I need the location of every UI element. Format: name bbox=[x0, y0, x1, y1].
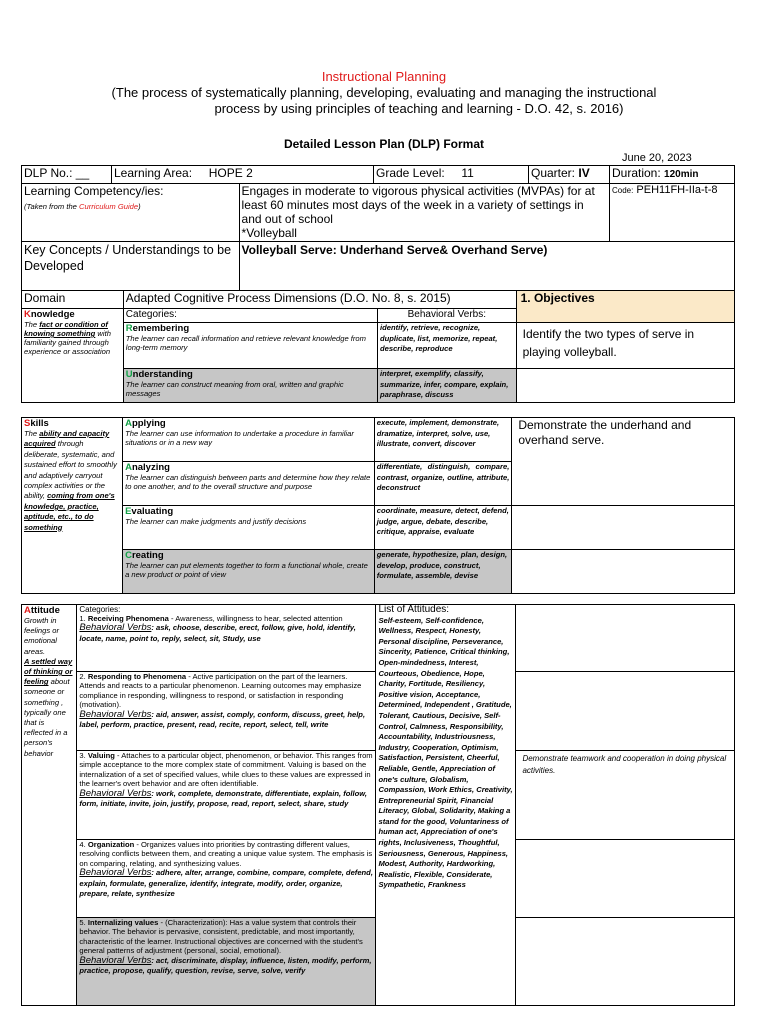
skills-desc: The ability and capacity acquired through deliberate, systematic, and sustained effort to smoothly and adaptively carryout complex activities or the ability, coming from one's knowledge, practice, aptitude, etc., to do something bbox=[24, 429, 117, 532]
duration-label: Duration: bbox=[612, 166, 661, 180]
attitude-domain-cell bbox=[22, 605, 77, 1006]
level-1-verbs: Behavioral Verbs: ask, choose, describe, erect, follow, give, hold, identify, locate, name, point to, reply, select, sit, Study, use bbox=[79, 622, 356, 643]
attitude-level-2 bbox=[77, 672, 376, 751]
skills-title: Skills bbox=[24, 418, 49, 429]
understanding-desc: The learner can construct meaning from oral, written and graphic messages bbox=[125, 380, 344, 398]
code-value: PEH11FH-IIa-t-8 bbox=[636, 184, 718, 196]
quarter-label: Quarter: bbox=[531, 166, 576, 180]
evaluating-desc: The learner can make judgments and justify decisions bbox=[125, 517, 307, 526]
evaluating-objective bbox=[512, 506, 735, 550]
remembering-cell bbox=[123, 323, 377, 369]
creating-verbs: generate, hypothesize, plan, design, develop, produce, construct, formulate, assemble, devise bbox=[374, 550, 512, 594]
learning-area-value: HOPE 2 bbox=[208, 166, 253, 180]
attitude-level-4 bbox=[77, 840, 376, 918]
applying-title: Applying bbox=[125, 418, 166, 429]
applying-cell bbox=[123, 418, 375, 462]
attitude-objective-5 bbox=[516, 918, 735, 1006]
knowledge-desc: The fact or condition of knowing something with familiarity gained through experience or association bbox=[24, 320, 111, 356]
key-concepts-label: Key Concepts / Understandings to be Developed bbox=[22, 242, 240, 291]
attitude-list-cell bbox=[376, 605, 516, 1006]
analyzing-cell bbox=[123, 462, 375, 506]
code-cell bbox=[610, 184, 735, 242]
quarter-value: IV bbox=[578, 166, 590, 180]
competency-cell bbox=[239, 184, 609, 242]
quarter-cell bbox=[529, 166, 610, 184]
duration-cell bbox=[610, 166, 735, 184]
evaluating-title: Evaluating bbox=[125, 506, 174, 517]
page-title: Instructional Planning bbox=[321, 69, 447, 84]
acpd-label: Adapted Cognitive Process Dimensions (D.O. No. 8, s. 2015) bbox=[123, 291, 516, 309]
attitude-list-label: List of Attitudes: bbox=[378, 604, 450, 615]
applying-desc: The learner can use information to undertake a procedure in familiar situations or in a new way bbox=[125, 429, 354, 447]
knowledge-domain-cell bbox=[22, 309, 124, 403]
format-title: Detailed Lesson Plan (DLP) Format bbox=[283, 137, 485, 151]
dlp-no-cell bbox=[22, 166, 112, 184]
remembering-objective: Identify the two types of serve in playing volleyball. bbox=[516, 323, 734, 369]
level-4-desc: 4. Organization - Organizes values into priorities by contrasting different values, resolving conflicts between them, and creating a unique value system. The emphasis is on comparing, relating, and synthesizing values. bbox=[79, 840, 373, 868]
level-5-desc: 5. Internalizing values - (Characterization): Has a value system that controls their behavior. The behavior is pervasive, consistent, predictable, and most importantly, characteristic of the learner. Instructional objectives are concerned with the student's general patterns of adjustment (personal, social, emotional). bbox=[79, 918, 363, 956]
understanding-objective bbox=[516, 369, 734, 403]
applying-verbs: execute, implement, demonstrate, dramatize, interpret, solve, use, illustrate, convert, discover bbox=[374, 418, 512, 462]
attitude-list: Self-esteem, Self-confidence, Wellness, Respect, Honesty, Personal discipline, Perseverance, Sincerity, Patience, Critical thinking, Open-mindedness, Interest, Courteous, Obedience, Hope, Charity, Fortitude, Resiliency, Positive vision, Acceptance, Determined, Independent , Gratitude, Tolerant, Cautious, Decisive, Self-Control, Calmness, Responsibility, Accountability, Industriousness, Industry, Cooperation, Optimism, Satisfaction, Persistent, Cheerful, Reliable, Gentle, Appreciation of one's culture, Globalism, Compassion, Work Ethics, Creativity, Entrepreneurial Spirit, Financial Literacy, Global, Solidarity, Making a stand for the good, Voluntariness of human act, Appreciation of one's rights, Inclusiveness, Thoughtful, Seriousness, Generous, Happiness, Modest, Authority, Hardworking, Realistic, Flexible, Considerate, Sympathetic, Frankness bbox=[378, 615, 513, 890]
learning-area-label: Learning Area: bbox=[114, 166, 193, 180]
attitude-categories-label: Categories: bbox=[79, 605, 121, 614]
curriculum-guide-link: Curriculum Guide bbox=[79, 202, 139, 211]
remembering-desc: The learner can recall information and retrieve relevant knowledge from long-term memory bbox=[125, 334, 366, 352]
understanding-verbs: interpret, exemplify, classify, summarize, infer, compare, explain, paraphrase, discuss bbox=[378, 369, 517, 403]
understanding-cell bbox=[123, 369, 377, 403]
analyzing-verbs: differentiate, distinguish, compare, contrast, organize, outline, attribute, deconstruct bbox=[374, 462, 512, 506]
attitude-objective-1 bbox=[516, 605, 735, 672]
evaluating-cell bbox=[123, 506, 375, 550]
key-concepts-value: Volleyball Serve: Underhand Serve& Overhand Serve) bbox=[239, 242, 734, 291]
level-5-verbs: Behavioral Verbs: act, discriminate, display, influence, listen, modify, perform, practice, propose, qualify, question, revise, serve, solve, verify bbox=[79, 954, 372, 976]
grade-level-value: 11 bbox=[461, 166, 474, 180]
competency-text: Engages in moderate to vigorous physical activities (MVPAs) for at least 60 minutes most days of the week in a variety of settings in and out of school bbox=[241, 184, 595, 226]
subtitle-line-2: process by using principles of teaching and learning - D.O. 42, s. 2016) bbox=[214, 101, 624, 116]
attitude-objective-2 bbox=[516, 672, 735, 751]
attitude-objective-3: Demonstrate teamwork and cooperation in doing physical activities. bbox=[516, 751, 735, 840]
code-label: Code: bbox=[612, 186, 634, 195]
duration-value: 120min bbox=[664, 169, 699, 180]
behavioral-verbs-label: Behavioral Verbs: bbox=[378, 309, 517, 323]
objectives-header: 1. Objectives bbox=[516, 291, 734, 323]
competency-note: (Taken from the Curriculum Guide) bbox=[24, 202, 141, 211]
attitude-level-3 bbox=[77, 751, 376, 840]
attitude-table bbox=[21, 604, 735, 1006]
attitude-title: Attitude bbox=[24, 605, 60, 616]
remembering-verbs: identify, retrieve, recognize, duplicate, list, memorize, repeat, describe, reproduce bbox=[378, 323, 517, 369]
remembering-title: Remembering bbox=[125, 323, 190, 334]
competency-label: Learning Competency/ies: bbox=[24, 184, 164, 198]
competency-sport: *Volleyball bbox=[241, 226, 297, 240]
skills-domain-cell bbox=[22, 418, 123, 594]
applying-objective: Demonstrate the underhand and overhand serve. bbox=[512, 418, 735, 506]
attitude-desc: Growth in feelings or emotional areas. A settled way of thinking or feeling about someone or something , typically one that is reflected in a person's behavior bbox=[24, 616, 73, 758]
competency-label-cell bbox=[22, 184, 240, 242]
creating-desc: The learner can put elements together to form a functional whole, create a new product or point of view bbox=[125, 561, 368, 579]
understanding-title: Understanding bbox=[125, 369, 193, 380]
domain-label: Domain bbox=[22, 291, 124, 309]
knowledge-title: Knowledge bbox=[24, 309, 75, 320]
attitude-level-5 bbox=[77, 918, 376, 1006]
dlp-no: DLP No.: __ bbox=[24, 166, 90, 180]
level-2-desc: 2. Responding to Phenomena - Active participation on the part of the learners. Attends and reacts to a particular phenomenon. Learning outcomes may emphasize compliance in responding, willingness to respond, or satisfaction in responding (motivation). bbox=[79, 672, 362, 710]
attitude-level-1 bbox=[77, 605, 376, 672]
level-3-desc: 3. Valuing - Attaches to a particular object, phenomenon, or behavior. This ranges from simple acceptance to the more complex state of commitment. Valuing is based on the internalization of a set of specified values, while clues to these values are expressed in the learner's overt behavior and are often identifiable. bbox=[79, 751, 373, 789]
learning-area-cell bbox=[112, 166, 374, 184]
knowledge-table bbox=[21, 290, 735, 403]
creating-objective bbox=[512, 550, 735, 594]
level-4-verbs: Behavioral Verbs: adhere, alter, arrange, combine, compare, complete, defend, explain, formulate, generalize, identify, integrate, modify, order, organize, prepare, relate, synthesize bbox=[79, 867, 373, 899]
info-table bbox=[21, 165, 735, 291]
attitude-objective-4 bbox=[516, 840, 735, 918]
categories-label: Categories: bbox=[123, 309, 377, 323]
grade-level-cell bbox=[374, 166, 529, 184]
evaluating-verbs: coordinate, measure, detect, defend, judge, argue, debate, describe, critique, appraise, evaluate bbox=[374, 506, 512, 550]
level-1-desc: 1. Receiving Phenomena - Awareness, willingness to hear, selected attention bbox=[79, 614, 343, 623]
analyzing-title: Analyzing bbox=[125, 462, 170, 473]
level-2-verbs: Behavioral Verbs: aid, answer, assist, comply, conform, discuss, greet, help, label, perform, practice, present, read, recite, report, select, tell, write bbox=[79, 708, 366, 730]
level-3-verbs: Behavioral Verbs: work, complete, demonstrate, differentiate, explain, follow, form, initiate, invite, join, justify, propose, read, report, select, share, study bbox=[79, 787, 367, 809]
grade-level-label: Grade Level: bbox=[376, 166, 445, 180]
creating-title: Creating bbox=[125, 550, 164, 561]
lesson-date: June 20, 2023 bbox=[622, 152, 692, 164]
skills-table bbox=[21, 417, 735, 594]
analyzing-desc: The learner can distinguish between parts and determine how they relate to one another, and to the overall structure and purpose bbox=[125, 473, 371, 491]
creating-cell bbox=[123, 550, 375, 594]
subtitle-line-1: (The process of systematically planning, developing, evaluating and managing the instructional bbox=[111, 85, 657, 100]
